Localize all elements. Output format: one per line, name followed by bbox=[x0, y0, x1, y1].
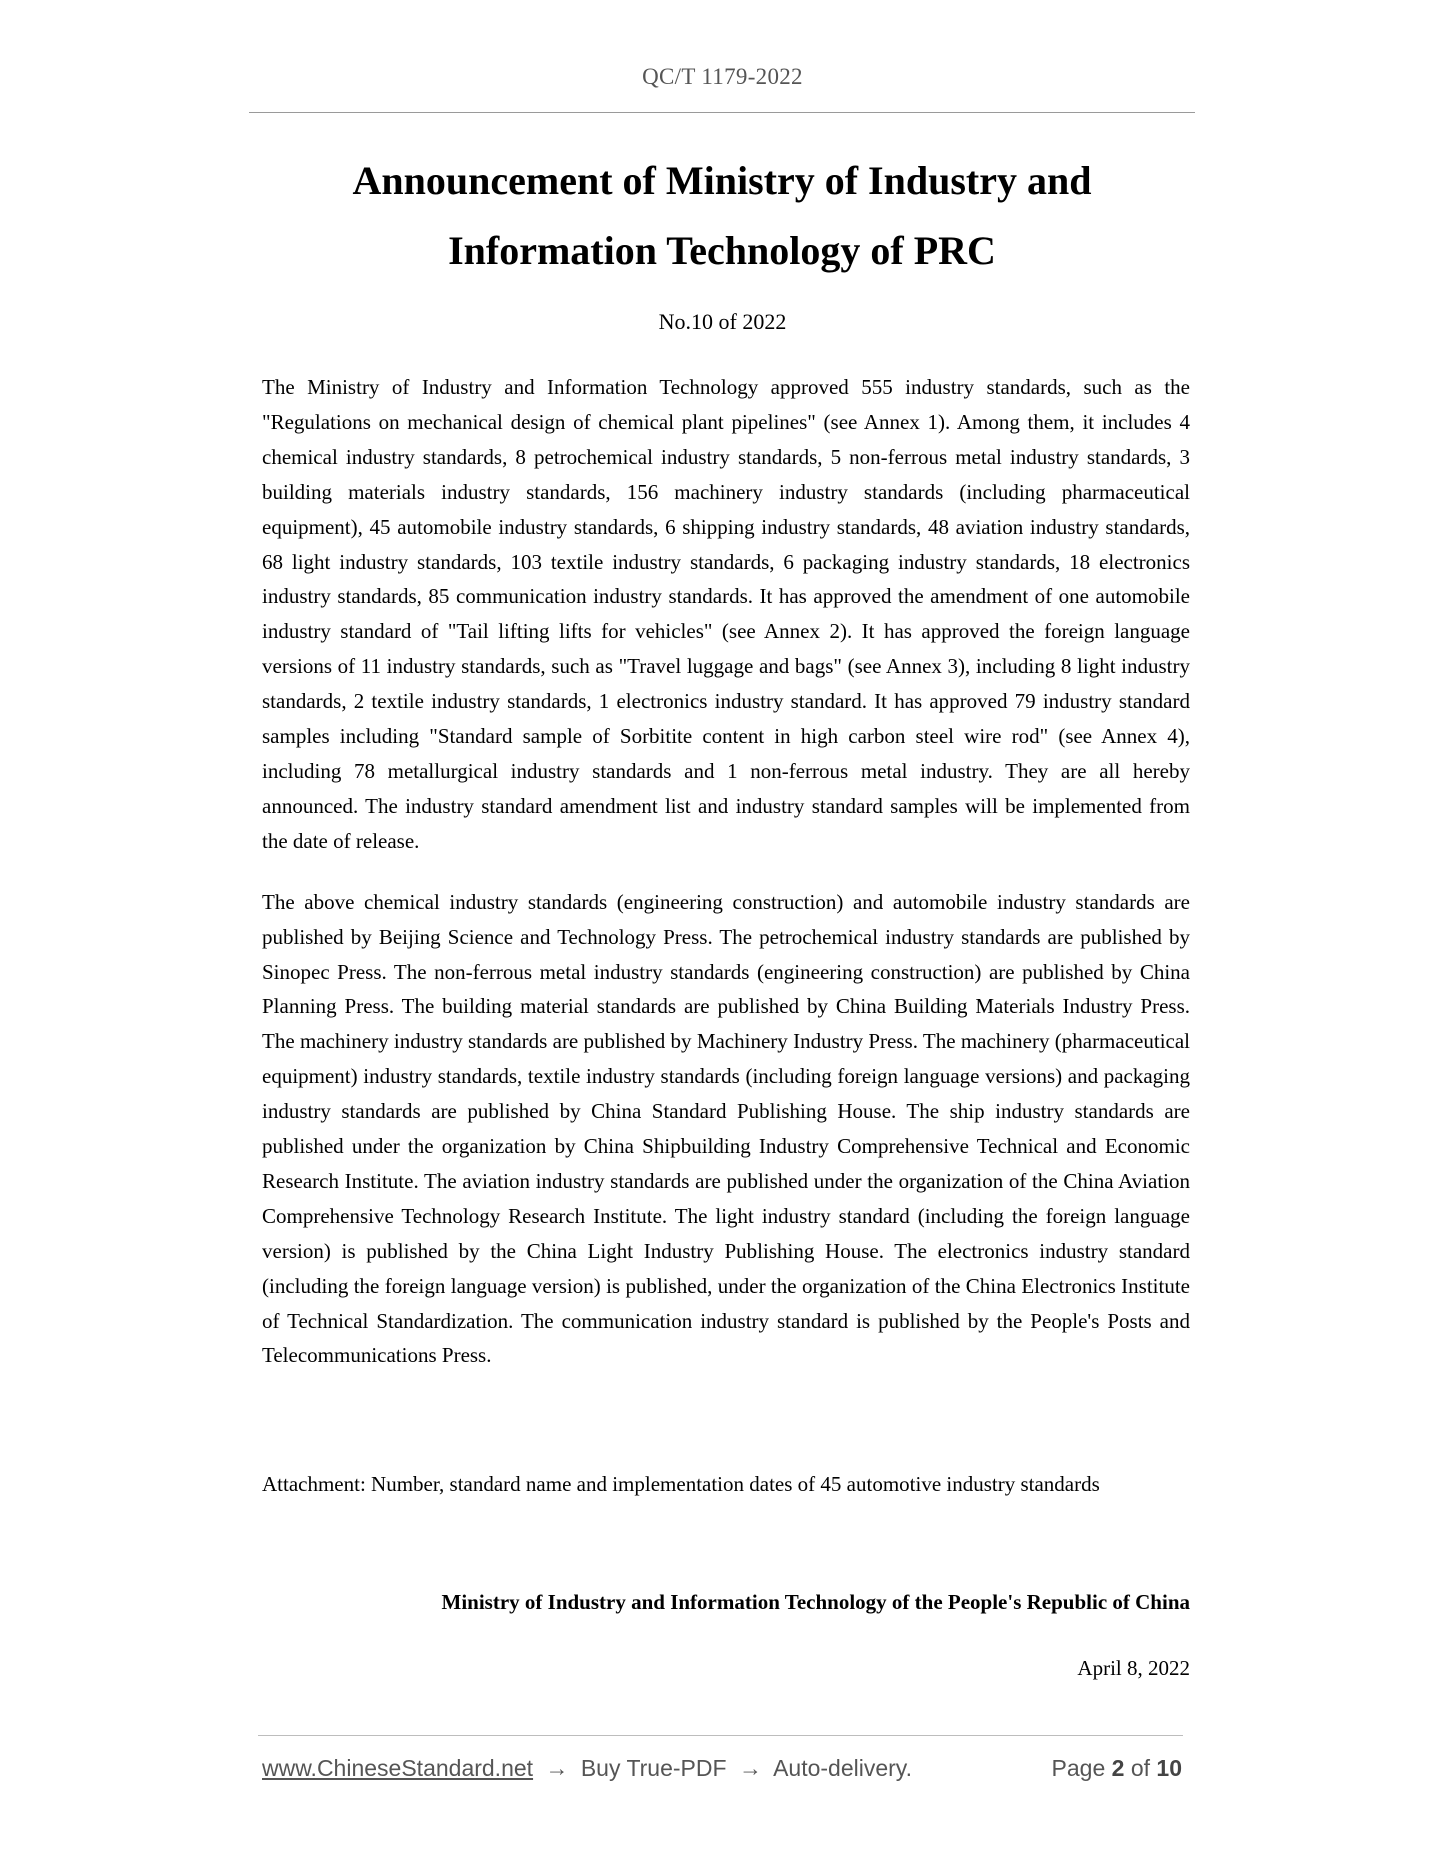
arrow-right-icon: → bbox=[738, 1755, 762, 1781]
paragraph-publishers: The above chemical industry standards (engineering construction) and automobile industry standards are published by Beijing Science and Technology Press. The petrochemical industry standards are published by Sinopec Press. The non-ferrous metal industry standards (engineering construction) are published by China Planning Press. The building material standards are published by China Building Materials Industry Press. The machinery industry standards are published by Machinery Industry Press. The machinery (pharmaceutical equipment) industry standards, textile industry standards (including foreign language versions) and packaging industry standards are published by China Standard Publishing House. The ship industry standards are published under the organization by China Shipbuilding Industry Comprehensive Technical and Economic Research Institute. The aviation industry standards are published under the organization of the China Aviation Comprehensive Technology Research Institute. The light industry standard (including the foreign language version) is published by the China Light Industry Publishing House. The electronics industry standard (including the foreign language version) is published, under the organization of the China Electronics Institute of Technical Standardization. The communication industry standard is published by the People's Posts and Telecommunications Press. bbox=[262, 889, 1190, 1368]
attachment-note: Attachment: Number, standard name and implementation dates of 45 automotive industry standards bbox=[262, 1472, 1100, 1496]
standard-code-header: QC/T 1179-2022 bbox=[642, 64, 803, 89]
site-link[interactable]: www.ChineseStandard.net bbox=[262, 1755, 534, 1781]
page-indicator bbox=[1052, 1755, 1182, 1782]
title-line-1: Announcement of Ministry of Industry and bbox=[352, 158, 1092, 203]
buy-pdf-text: Buy True-PDF bbox=[580, 1755, 727, 1781]
announcement-body bbox=[262, 370, 1190, 1399]
title-line-2: Information Technology of PRC bbox=[448, 228, 996, 273]
page-current: 2 bbox=[1111, 1755, 1125, 1781]
announcement-title bbox=[249, 146, 1195, 286]
page-total: 10 bbox=[1156, 1755, 1182, 1781]
page-of-label: of bbox=[1130, 1755, 1151, 1781]
announcement-number: No.10 of 2022 bbox=[658, 309, 787, 334]
issue-date: April 8, 2022 bbox=[1077, 1656, 1190, 1680]
footer-promo bbox=[262, 1755, 912, 1782]
header-divider bbox=[249, 112, 1195, 113]
arrow-right-icon: → bbox=[545, 1755, 569, 1781]
paragraph-approved-standards: The Ministry of Industry and Information Technology approved 555 industry standards, such as the "Regulations on mechanical design of chemical plant pipelines" (see Annex 1). Among them, it includes 4 chemical industry standards, 8 petrochemical industry standards, 5 non-ferrous metal industry standards, 3 building materials industry standards, 156 machinery industry standards (including pharmaceutical equipment), 45 automobile industry standards, 6 shipping industry standards, 48 aviation industry standards, 68 light industry standards, 103 textile industry standards, 6 packaging industry standards, 18 electronics industry standards, 85 communication industry standards. It has approved the amendment of one automobile industry standard of "Tail lifting lifts for vehicles" (see Annex 2). It has approved the foreign language versions of 11 industry standards, such as "Travel luggage and bags" (see Annex 3), including 8 light industry standards, 2 textile industry standards, 1 electronics industry standard. It has approved 79 industry standard samples including "Standard sample of Sorbitite content in high carbon steel wire rod" (see Annex 4), including 78 metallurgical industry standards and 1 non-ferrous metal industry. They are all hereby announced. The industry standard amendment list and industry standard samples will be implemented from the date of release. bbox=[262, 375, 1190, 853]
issuing-authority: Ministry of Industry and Information Technology of the People's Republic of China bbox=[441, 1590, 1190, 1614]
auto-delivery-text: Auto-delivery. bbox=[773, 1755, 912, 1781]
page-label: Page bbox=[1051, 1755, 1106, 1781]
footer-divider bbox=[258, 1735, 1183, 1736]
